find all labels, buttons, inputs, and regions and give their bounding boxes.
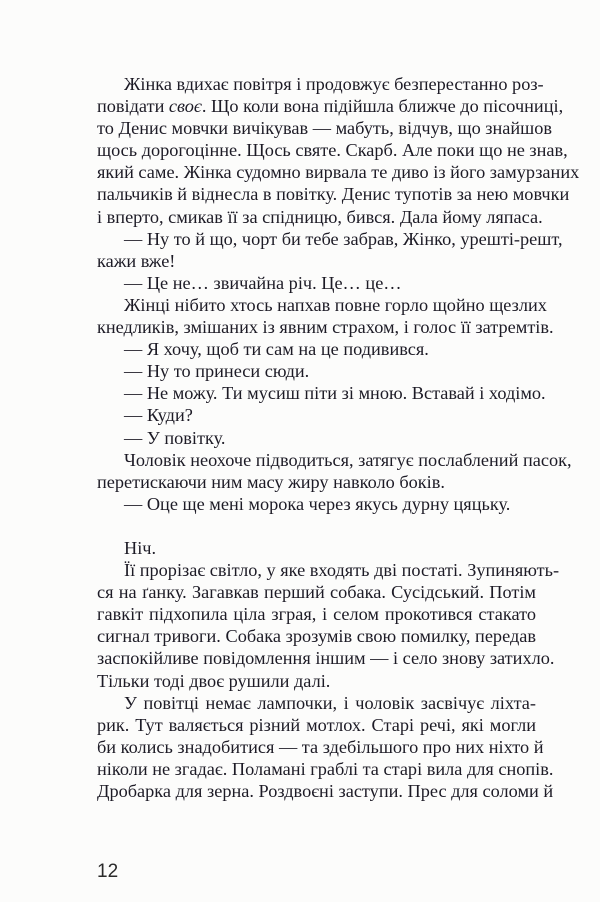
text-line: Дробарка для зерна. Роздвоєні заступи. Прес для соломи й bbox=[97, 781, 554, 801]
section-break bbox=[97, 515, 536, 537]
text-line: Жінка вдихає повітря і продовжує безперестанно роз- bbox=[124, 74, 544, 94]
text-line: Чоловік неохоче підводиться, затягує послаблений пасок, bbox=[124, 449, 572, 470]
page-number: 12 bbox=[97, 861, 119, 882]
paragraph bbox=[97, 559, 560, 692]
text-line: Жінці нібито хтось напхав повне горло щойно щезлих bbox=[124, 294, 547, 315]
text-line: пальчиків й віднесла в повітку. Денис тупотів за нею мовчки bbox=[97, 184, 570, 205]
text-line: би колись знадобитися — та здебільшого про них ніхто й bbox=[97, 736, 544, 757]
paragraph bbox=[97, 404, 536, 426]
text-line: — Не можу. Ти мусиш піти зі мною. Вставай і ходімо. bbox=[124, 383, 546, 404]
text-line: рик. Тут валяється різний мотлох. Старі речі, які могли bbox=[97, 714, 536, 735]
text-line: Тільки тоді двоє рушили далі. bbox=[97, 670, 331, 691]
paragraph bbox=[97, 228, 563, 272]
paragraph bbox=[97, 382, 546, 404]
paragraph bbox=[97, 338, 536, 360]
text-line: повідати своє. Що коли вона підійшла ближче до пісочниці, bbox=[97, 96, 564, 117]
paragraph bbox=[97, 73, 580, 228]
paragraph bbox=[97, 692, 554, 802]
text-line: ніколи не згадає. Поламані граблі та старі вила для снопів. bbox=[97, 758, 554, 779]
text-line: гавкіт підхопила ціла зграя, і селом прокотився стакато bbox=[97, 604, 536, 625]
text-line: Її прорізає світло, у яке входять дві постаті. Зупиняють- bbox=[124, 560, 560, 581]
text-line: — Я хочу, щоб ти сам на це подивився. bbox=[124, 339, 429, 360]
text-line: сигнал тривоги. Собака зрозумів свою помилку, передав bbox=[97, 626, 536, 647]
paragraph bbox=[97, 427, 536, 449]
text-line: — Оце ще мені морока через якусь дурну цяцьку. bbox=[124, 493, 511, 514]
paragraph bbox=[97, 493, 536, 515]
paragraph bbox=[97, 360, 536, 382]
paragraph bbox=[97, 272, 536, 294]
paragraph bbox=[97, 537, 536, 559]
text-line: перетискаючи ним масу жиру навколо боків. bbox=[97, 471, 445, 492]
text-line: Ніч. bbox=[124, 537, 157, 558]
text-line: ся на ґанку. Загавкав перший собака. Сусідський. Потім bbox=[97, 582, 536, 603]
text-line: заспокійливе повідомлення іншим — і село знову затихло. bbox=[97, 648, 555, 669]
text-line: і вперто, смикав її за спідницю, бився. Дала йому ляпаса. bbox=[97, 206, 543, 227]
text-line: — У повітку. bbox=[124, 427, 226, 448]
text-line: У повітці немає лампочки, і чоловік засвічує ліхта- bbox=[124, 692, 536, 713]
paragraph bbox=[97, 294, 554, 338]
text-line: — Ну то принеси сюди. bbox=[124, 361, 310, 382]
text-line: то Денис мовчки вичікував — мабуть, відчув, що знайшов bbox=[97, 118, 553, 139]
text-line: кнедликів, змішаних із явним страхом, і голос її затремтів. bbox=[97, 317, 554, 338]
text-line: — Це не… звичайна річ. Це… це… bbox=[124, 272, 402, 293]
paragraph bbox=[97, 449, 572, 493]
text-line: — Куди? bbox=[124, 405, 193, 426]
book-page-text bbox=[97, 73, 580, 802]
text-line: кажи вже! bbox=[97, 250, 176, 271]
text-line: щось дорогоцінне. Щось святе. Скарб. Але поки що не знав, bbox=[97, 140, 568, 161]
text-line: який саме. Жінка судомно вирвала те диво із його замурзаних bbox=[97, 162, 580, 183]
text-line: — Ну то й що, чорт би тебе забрав, Жінко, урешті-решт, bbox=[124, 228, 563, 249]
